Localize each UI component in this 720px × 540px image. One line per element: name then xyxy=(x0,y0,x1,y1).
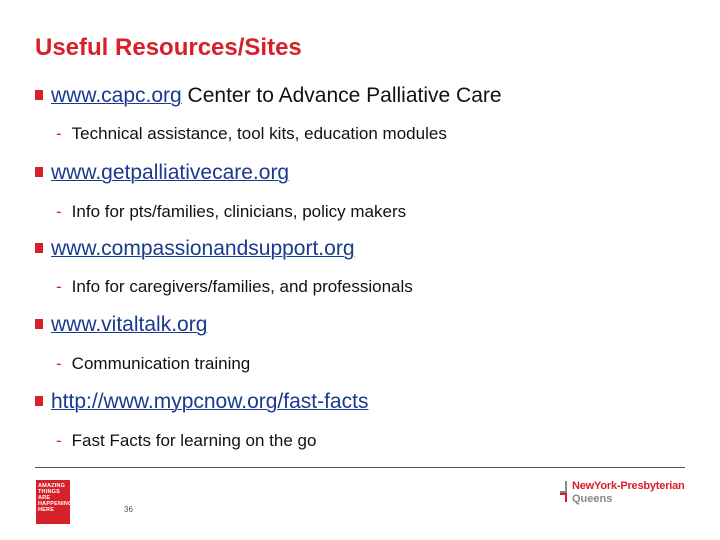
newyork-presbyterian-logo xyxy=(560,478,690,508)
list-item xyxy=(35,84,502,114)
list-item xyxy=(35,313,207,343)
slide-title: Useful Resources/Sites xyxy=(35,34,302,61)
page-number: 36 xyxy=(124,505,133,514)
sub-item xyxy=(56,277,413,297)
list-item xyxy=(35,237,355,267)
sub-item-text: Info for pts/families, clinicians, policy makers xyxy=(71,202,407,221)
amazing-things-logo: AMAZING THINGS ARE HAPPENING HERE xyxy=(36,480,70,524)
resource-description: Center to Advance Palliative Care xyxy=(181,84,502,107)
sub-marker: - xyxy=(56,277,62,296)
sub-item xyxy=(56,354,250,374)
bullet-square-icon xyxy=(35,243,43,253)
sub-marker: - xyxy=(56,431,62,450)
sub-item-text: Communication training xyxy=(71,354,251,373)
sub-item-text: Fast Facts for learning on the go xyxy=(71,431,317,450)
sub-item-text: Technical assistance, tool kits, education modules xyxy=(71,124,447,143)
list-item xyxy=(35,390,368,420)
nyp-logo-location: Queens xyxy=(572,493,613,505)
footer-divider xyxy=(35,467,685,468)
sub-marker: - xyxy=(56,354,62,373)
resource-link-compassionandsupport[interactable]: www.compassionandsupport.org xyxy=(51,237,355,260)
list-item xyxy=(35,161,289,191)
resource-link-getpalliativecare[interactable]: www.getpalliativecare.org xyxy=(51,161,290,184)
sub-item xyxy=(56,431,316,451)
nyp-logo-name: NewYork-Presbyterian xyxy=(572,480,685,492)
sub-marker: - xyxy=(56,202,62,221)
sub-item xyxy=(56,124,447,144)
sub-item xyxy=(56,202,406,222)
nyp-mark-icon xyxy=(560,481,570,501)
resource-link-mypcnow[interactable]: http://www.mypcnow.org/fast-facts xyxy=(51,390,369,413)
sub-item-text: Info for caregivers/families, and professionals xyxy=(71,277,413,296)
bullet-square-icon xyxy=(35,167,43,177)
bullet-square-icon xyxy=(35,90,43,100)
bullet-square-icon xyxy=(35,319,43,329)
bullet-square-icon xyxy=(35,396,43,406)
resource-link-capc[interactable]: www.capc.org xyxy=(51,84,182,107)
sub-marker: - xyxy=(56,124,62,143)
resource-link-vitaltalk[interactable]: www.vitaltalk.org xyxy=(51,313,208,336)
